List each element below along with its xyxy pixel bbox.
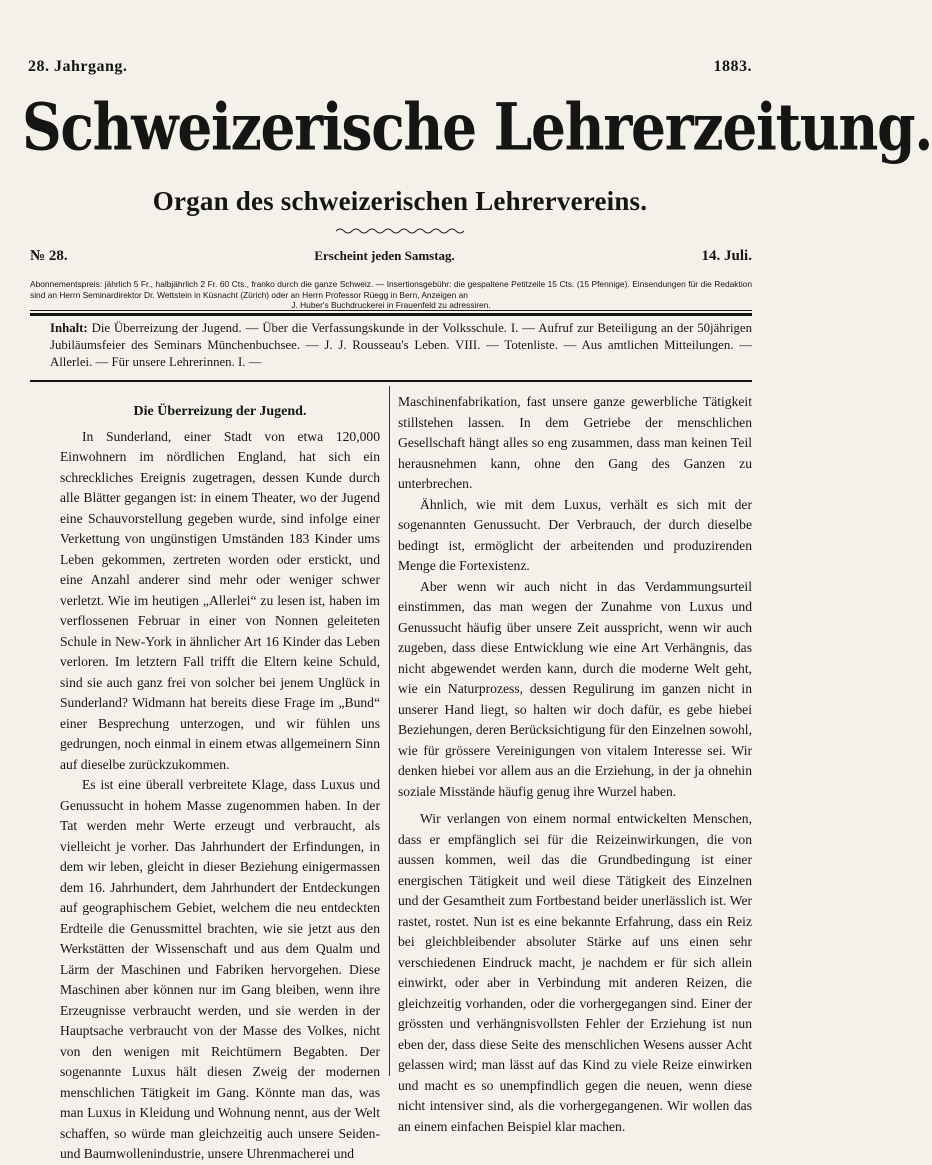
left-paragraph-2: Es ist eine überall verbreitete Klage, dass Luxus und Genussucht in hohem Masse zugenommen haben. In der Tat werden mehr Werte erzeugt und verbraucht, als vielleicht je vorher. Das Jahrhundert der Erfindungen, in dem wir leben, gleicht in dieser Beziehung einigermassen dem 16. Jahrhundert, dem Jahrhundert der Entdeckungen auf geographischem Gebiet, welchem die neu entdeckten Erdteile die Genussmittel brachten, wie sie jetzt aus den Werkstätten der Wissenschaft und aus dem Qualm und Lärm der Maschinen und Fabriken hervorgehen. Diese Maschinen aber können nur im Gang bleiben, wenn ihre Erzeugnisse verbraucht werden, und sie werden in der Hauptsache verbraucht von der Masse des Volkes, nicht von den wenigen mit Reichtümern Begabten. Der sogenannte Luxus hält diesen Zweig der modernen menschlichen Tätigkeit im Gang. Könnte man das, was man Luxus in Kleidung und Wohnung nennt, aus der Welt schaffen, so würde man gleichzeitig auch unsere Seiden- und Baumwollenindustrie, unsere Uhrenmacherei und bbox=[60, 777, 380, 1161]
masthead-subtitle: Organ des schweizerischen Lehrervereins. bbox=[152, 186, 648, 216]
right-paragraph-4: Wir verlangen von einem normal entwickelten Menschen, dass er empfänglich sei für die Reizeinwirkungen, die von aussen kommen, weil das die Grundbedingung ist einer energischen Tätigkeit und weil diese Tätigkeit des Einzelnen und der Gesamtheit zum Fortbestand beider unerlässlich ist. Wer rastet, rostet. Nun ist es eine bekannte Erfahrung, dass ein Reiz bei gleichbleibender absoluter Stärke auf uns einen sehr verschiedenen Eindruck macht, je nachdem er für sich allein einwirkt, oder aber in Verbindung mit anderen Reizen, die gleichzeitig vorhanden, oder die vorhergegangen sind. Einer der grössten und verhängnisvollsten Fehler der Erziehung ist nun eben der, dass diese Seite des menschlichen Wesens ausser Acht gelassen wird; man lässt auf das Kind zu viele Reize einwirken und macht es so unempfindlich gegen die neuen, wenn diese nicht intensiver sind, als die vorhergegangenen. Wir wollen das an einem einfachen Beispiel klar machen. bbox=[398, 811, 752, 1134]
left-column bbox=[60, 392, 380, 1165]
terms-line-2: J. Huber's Buchdruckerei in Frauenfeld zu adressiren. bbox=[291, 300, 491, 310]
year-label: 1883. bbox=[713, 58, 752, 75]
toc-label: Inhalt: bbox=[50, 321, 88, 335]
issue-number: № 28. bbox=[30, 248, 68, 264]
header-rule-thin bbox=[30, 310, 752, 311]
masthead-title: Schweizerische Lehrerzeitung. bbox=[22, 88, 932, 165]
left-paragraph-1: In Sunderland, einer Stadt von etwa 120,000 Einwohnern im nördlichen England, hat sich ein schreckliches Ereignis zugetragen, dessen Kunde durch alle Blätter gegangen ist: in einem Theater, wo der Jugend eine Schauvorstellung gegeben wurde, sind infolge einer Verkettung von ungünstigen Umständen 183 Kinder ums Leben gekommen, zertreten worden oder erstickt, und eine Anzahl anderer sind mehr oder weniger schwer verletzt. Wie im heutigen „Allerlei“ zu lesen ist, haben im verflossenen Februar in einer von Nonnen geleiteten Schule in New-York in ähnlicher Art 16 Kinder das Leben verloren. Im letztern Fall trifft die Eltern keine Schuld, sind sie auch ganz frei von solcher bei jenem Unglück in Sunderland? Widmann hat bereits diese Frage im „Bund“ einer Besprechung unterzogen, und wir fühlen uns gedrungen, noch einmal in einem etwas allgemeinern Sinn auf dieselbe zurückzukommen. bbox=[60, 428, 380, 772]
toc-text: Die Überreizung der Jugend. — Über die Verfassungskunde in der Volksschule. I. — Aufruf zur Beteiligung an der 50jährigen Jubiläumsfeier des Seminars Münchenbuchsee. — J. J. Rousseau's Leben. VIII. — Totenliste. — Aus amtlichen Mitteilungen. — Allerlei. — Für unsere Lehrerinnen. I. — bbox=[50, 321, 752, 369]
table-of-contents bbox=[50, 320, 752, 371]
header-top-line bbox=[28, 58, 752, 76]
frequency-label: Erscheint jeden Samstag. bbox=[314, 248, 455, 263]
header-rule-thick bbox=[30, 313, 752, 316]
volume-label: 28. Jahrgang. bbox=[28, 58, 128, 75]
toc-bottom-rule bbox=[30, 380, 752, 382]
terms-line-1: Abonnementspreis: jährlich 5 Fr., halbjährlich 2 Fr. 60 Cts., franko durch die ganze Schweiz. — Insertionsgebühr: die gespaltene Petitzeile 15 Cts. (15 Pfennige). Einsendungen für die Redaktion sind an Herrn Seminardirektor Dr. Wettstein in Küsnacht (Zürich) oder an Herrn Professor Rüegg in Bern, Anzeigen an bbox=[30, 279, 752, 300]
right-paragraph-3: Aber wenn wir auch nicht in das Verdammungsurteil einstimmen, das man wegen der Zunahme von Luxus und Genussucht häufig über unsere Zeit ausspricht, wenn wir auch zugeben, dass diese Entwicklung wie eine Art Verhängnis, das nicht abgewendet werden kann, durch die moderne Welt geht, wie ein Naturprozess, dessen Regulirung im ganzen nicht in unserer Hand liegt, so halten wir doch dafür, es gebe hiebei Beziehungen, deren Berücksichtigung für den Einzelnen sowohl, wie für grössere Vereinigungen von vitalem Interesse sei. Wir denken hiebei vor allem aus an die Erziehung, in der ja ohnehin soziale Misstände häufig genug ihre Wurzel haben. bbox=[398, 578, 752, 799]
subscription-terms bbox=[30, 279, 752, 311]
right-paragraph-2: Ähnlich, wie mit dem Luxus, verhält es sich mit der sogenannten Genussucht. Der Verbrauch, der durch dieselbe bedingt ist, ermöglicht der arbeitenden und produzirenden Menge die Fortexistenz. bbox=[398, 496, 752, 573]
column-divider bbox=[389, 386, 390, 1076]
ornament-divider bbox=[336, 226, 464, 236]
article-heading: Die Überreizung der Jugend. bbox=[133, 404, 307, 419]
issue-line bbox=[30, 248, 752, 265]
right-column bbox=[398, 392, 752, 1137]
right-paragraph-1: Maschinenfabrikation, fast unsere ganze gewerbliche Tätigkeit stillstehen lassen. In dem Getriebe der menschlichen Gesellschaft hängt alles so eng zusammen, dass man keinen Teil herausnehmen kann, ohne den Gang des Ganzen zu unterbrechen. bbox=[398, 394, 752, 491]
issue-date: 14. Juli. bbox=[701, 248, 752, 264]
